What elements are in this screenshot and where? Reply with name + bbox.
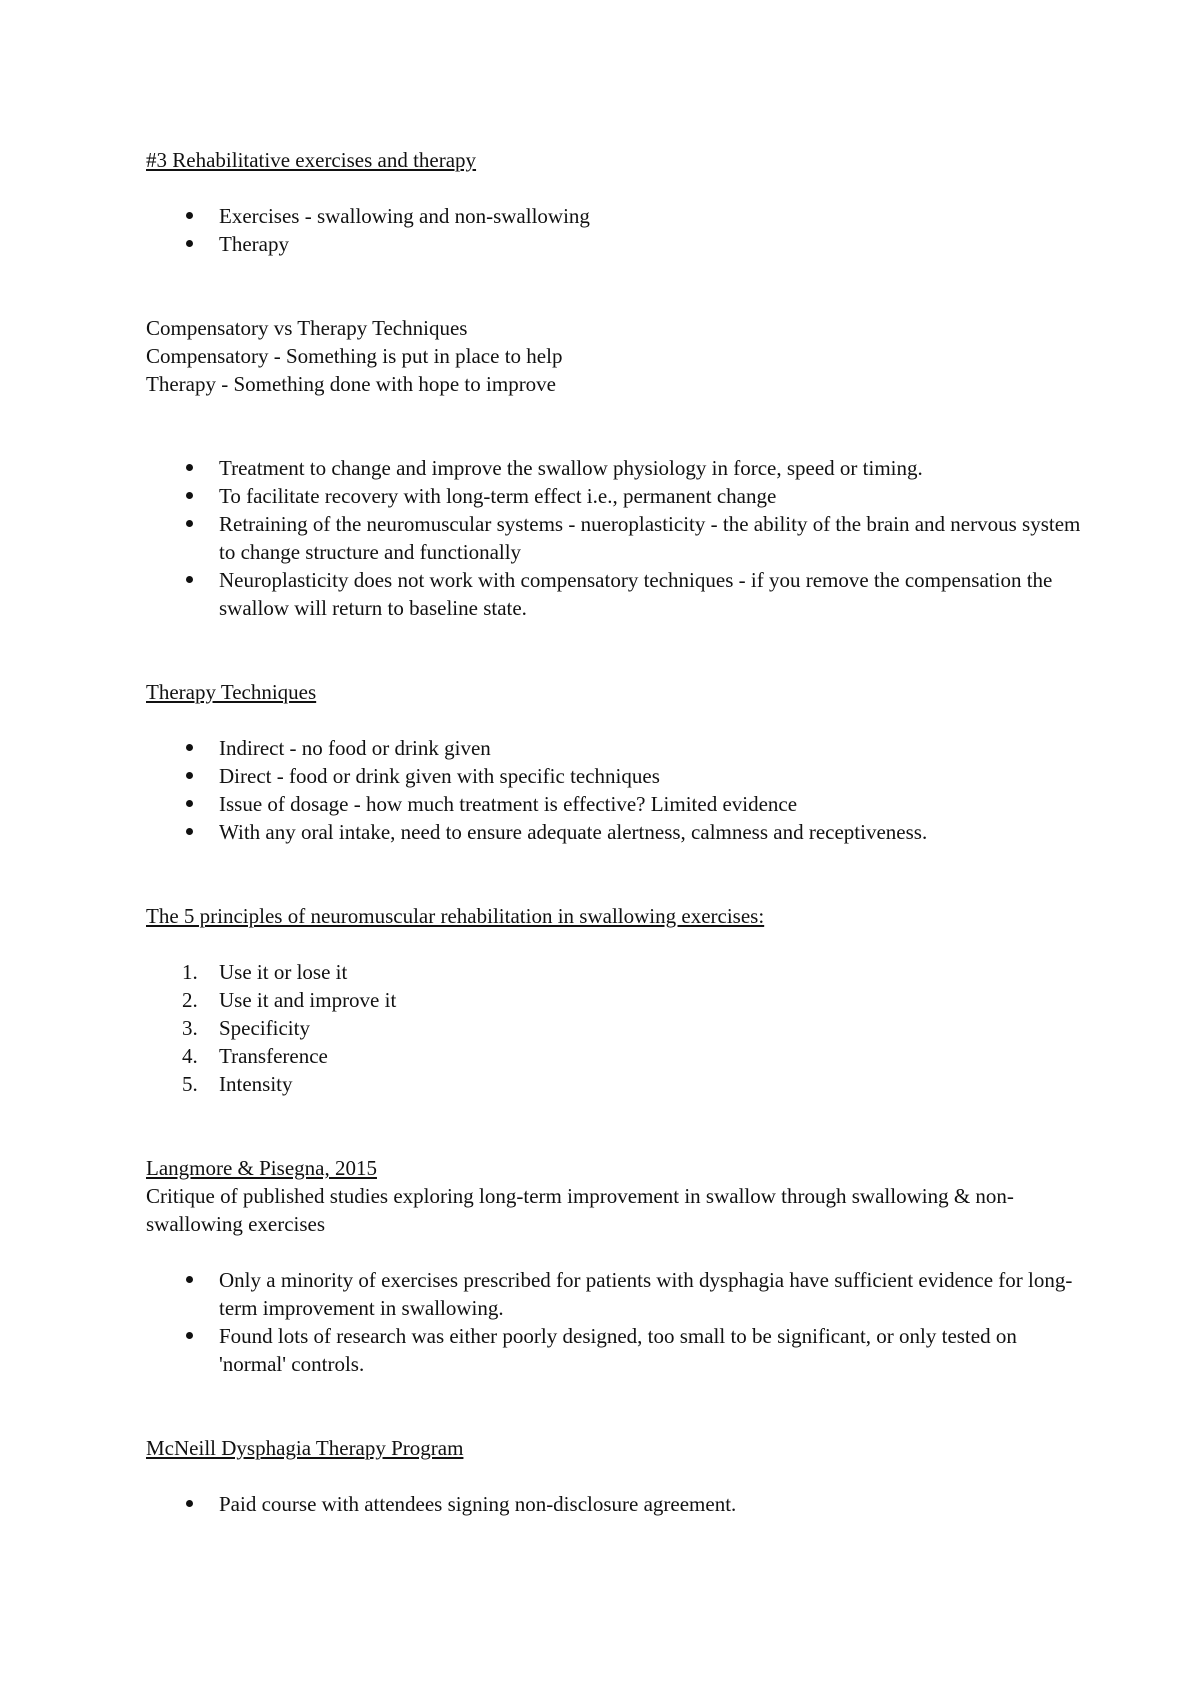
list-item: Only a minority of exercises prescribed for patients with dysphagia have sufficient evidence for long-term improvement in swallowing. — [146, 1266, 1086, 1322]
item-number: 1. — [182, 960, 198, 984]
item-number: 2. — [182, 988, 198, 1012]
numbered-item — [146, 986, 1086, 1014]
list-item: Paid course with attendees signing non-disclosure agreement. — [146, 1490, 1086, 1518]
numbered-item — [146, 1042, 1086, 1070]
list-item: Exercises - swallowing and non-swallowing — [146, 202, 1086, 230]
numbered-item — [146, 958, 1086, 986]
list-item: With any oral intake, need to ensure adequate alertness, calmness and receptiveness. — [146, 818, 1086, 846]
item-text: Use it and improve it — [219, 988, 397, 1012]
list-item: Retraining of the neuromuscular systems - nueroplasticity - the ability of the brain and nervous system to change structure and functionally — [146, 510, 1086, 566]
therapy-techniques-bullet-list — [146, 734, 1086, 846]
langmore-description: Critique of published studies exploring long-term improvement in swallow through swallowing & non-swallowing exercises — [146, 1184, 1014, 1236]
list-item: To facilitate recovery with long-term effect i.e., permanent change — [146, 482, 1086, 510]
list-item: Found lots of research was either poorly designed, too small to be significant, or only tested on 'normal' controls. — [146, 1322, 1086, 1378]
section-heading-rehabilitative: #3 Rehabilitative exercises and therapy — [146, 148, 477, 172]
section-heading-mcneill: McNeill Dysphagia Therapy Program — [146, 1436, 464, 1460]
list-item: Therapy — [146, 230, 1086, 258]
compensatory-definition-line: Compensatory - Something is put in place to help — [146, 344, 563, 368]
list-item: Indirect - no food or drink given — [146, 734, 1086, 762]
therapy-effects-bullet-list — [146, 454, 1086, 622]
item-number: 4. — [182, 1044, 198, 1068]
principles-numbered-list — [146, 958, 1086, 1098]
numbered-item — [146, 1014, 1086, 1042]
item-text: Transference — [219, 1044, 328, 1068]
section-heading-langmore: Langmore & Pisegna, 2015 — [146, 1156, 377, 1180]
intro-bullet-list — [146, 202, 1086, 258]
compensatory-vs-therapy-line: Compensatory vs Therapy Techniques — [146, 316, 468, 340]
section-heading-principles: The 5 principles of neuromuscular rehabilitation in swallowing exercises: — [146, 904, 765, 928]
item-text: Intensity — [219, 1072, 293, 1096]
item-number: 3. — [182, 1016, 198, 1040]
list-item: Issue of dosage - how much treatment is effective? Limited evidence — [146, 790, 1086, 818]
langmore-bullet-list — [146, 1266, 1086, 1378]
list-item: Neuroplasticity does not work with compensatory techniques - if you remove the compensation the swallow will return to baseline state. — [146, 566, 1086, 622]
item-text: Use it or lose it — [219, 960, 348, 984]
document-page — [146, 146, 1086, 1518]
numbered-item — [146, 1070, 1086, 1098]
mcneill-bullet-list — [146, 1490, 1086, 1518]
list-item: Direct - food or drink given with specific techniques — [146, 762, 1086, 790]
list-item: Treatment to change and improve the swallow physiology in force, speed or timing. — [146, 454, 1086, 482]
section-heading-therapy-techniques: Therapy Techniques — [146, 680, 317, 704]
item-text: Specificity — [219, 1016, 310, 1040]
item-number: 5. — [182, 1072, 198, 1096]
therapy-definition-line: Therapy - Something done with hope to improve — [146, 372, 557, 396]
